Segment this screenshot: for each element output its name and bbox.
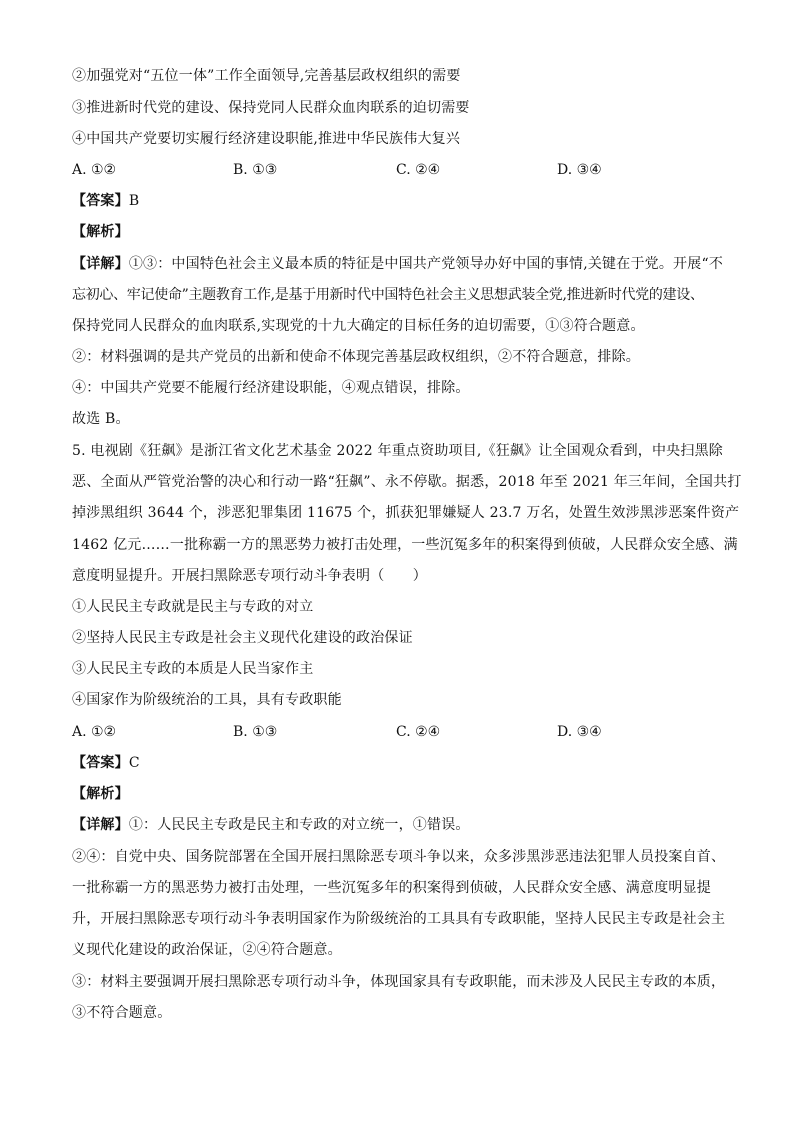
q5-stem-line: 意度明显提升。开展扫黑除恶专项行动斗争表明（ ）: [72, 568, 427, 584]
q4-choice-b: B. ①③: [233, 162, 278, 178]
q5-choice-b: B. ①③: [233, 724, 278, 740]
q5-stem-line: 5. 电视剧《狂飙》是浙江省文化艺术基金 2022 年重点资助项目,《狂飙》让全国观众看到，中央扫黑除: [72, 443, 723, 459]
q4-choice-c: C. ②④: [396, 162, 441, 178]
q5-explanation-line: ②④：自党中央、国务院部署在全国开展扫黑除恶专项斗争以来，众多涉黑涉恶违法犯罪人员投案自首、: [72, 849, 726, 865]
q4-explanation-line: 忘初心、牢记使命”主题教育工作,是基于用新时代中国特色社会主义思想武装全党,推进新时代党的建设、: [72, 287, 704, 303]
detail-label: 【详解】: [72, 817, 129, 833]
q4-option-2: ②加强党对“五位一体”工作全面领导,完善基层政权组织的需要: [72, 68, 461, 84]
q4-explanation-line: ④：中国共产党要不能履行经济建设职能，④观点错误，排除。: [72, 380, 470, 396]
q5-stem-line: 恶、全面从严管党治警的决心和行动一路“狂飙”、永不停歇。据悉，2018 年至 2021 年三年间，全国共打: [72, 474, 742, 490]
explanation-text: ①：人民民主专政是民主和专政的对立统一，①错误。: [128, 817, 470, 833]
q5-option-4: ④国家作为阶级统治的工具，具有专政职能: [72, 692, 342, 708]
q5-explanation-line: ③：材料主要强调开展扫黑除恶专项行动斗争，体现国家具有专政职能，而未涉及人民民主专政的本质，: [72, 974, 726, 990]
answer-label: 【答案】: [72, 755, 129, 771]
q5-explanation-line: ③不符合题意。: [72, 1005, 172, 1021]
q5-choice-d: D. ③④: [557, 724, 602, 740]
q5-choice-a: A. ①②: [72, 724, 117, 740]
q5-answer: [72, 753, 732, 773]
q4-analysis-label: 【解析】: [72, 224, 129, 240]
answer-value: C: [128, 755, 140, 771]
explanation-text: ①③：中国特色社会主义最本质的特征是中国共产党领导办好中国的事情,关键在于党。开展“不: [128, 256, 724, 272]
q5-stem-line: 掉涉黑组织 3644 个，涉恶犯罪集团 11675 个，抓获犯罪嫌疑人 23.7 万名，处置生效涉黑涉恶案件资产: [72, 505, 740, 521]
q4-explanation-line: ②：材料强调的是共产党员的出新和使命不体现完善基层政权组织，②不符合题意，排除。: [72, 349, 640, 365]
q5-option-3: ③人民民主专政的本质是人民当家作主: [72, 661, 314, 677]
answer-label: 【答案】: [72, 193, 129, 209]
q5-stem-line: 1462 亿元……一批称霸一方的黑恶势力被打击处理，一些沉冤多年的积案得到侦破，人民群众安全感、满: [72, 537, 738, 553]
q4-option-3: ③推进新时代党的建设、保持党同人民群众血肉联系的迫切需要: [72, 100, 470, 116]
q5-explanation-line: 升，开展扫黑除恶专项行动斗争表明国家作为阶级统治的工具具有专政职能，坚持人民民主专政是社会主: [72, 911, 726, 927]
q5-option-1: ①人民民主专政就是民主与专政的对立: [72, 599, 314, 615]
q4-answer: [72, 191, 732, 211]
q5-option-2: ②坚持人民民主专政是社会主义现代化建设的政治保证: [72, 630, 413, 646]
q4-explanation-line: 保持党同人民群众的血肉联系,实现党的十九大确定的目标任务的迫切需要，①③符合题意。: [72, 318, 645, 334]
q5-explanation-line: 一批称霸一方的黑恶势力被打击处理，一些沉冤多年的积案得到侦破，人民群众安全感、满意度明显提: [72, 880, 711, 896]
q5-choice-c: C. ②④: [396, 724, 441, 740]
q5-explanation-line: [72, 815, 732, 835]
q4-option-4: ④中国共产党要切实履行经济建设职能,推进中华民族伟大复兴: [72, 131, 461, 147]
q4-choice-a: A. ①②: [72, 162, 117, 178]
q5-explanation-line: 义现代化建设的政治保证，②④符合题意。: [72, 942, 342, 958]
q4-choice-d: D. ③④: [557, 162, 602, 178]
answer-value: B: [128, 193, 140, 209]
q4-explanation-line: [72, 254, 732, 274]
q4-conclusion: 故选 B。: [72, 411, 130, 427]
q5-analysis-label: 【解析】: [72, 786, 129, 802]
detail-label: 【详解】: [72, 256, 129, 272]
